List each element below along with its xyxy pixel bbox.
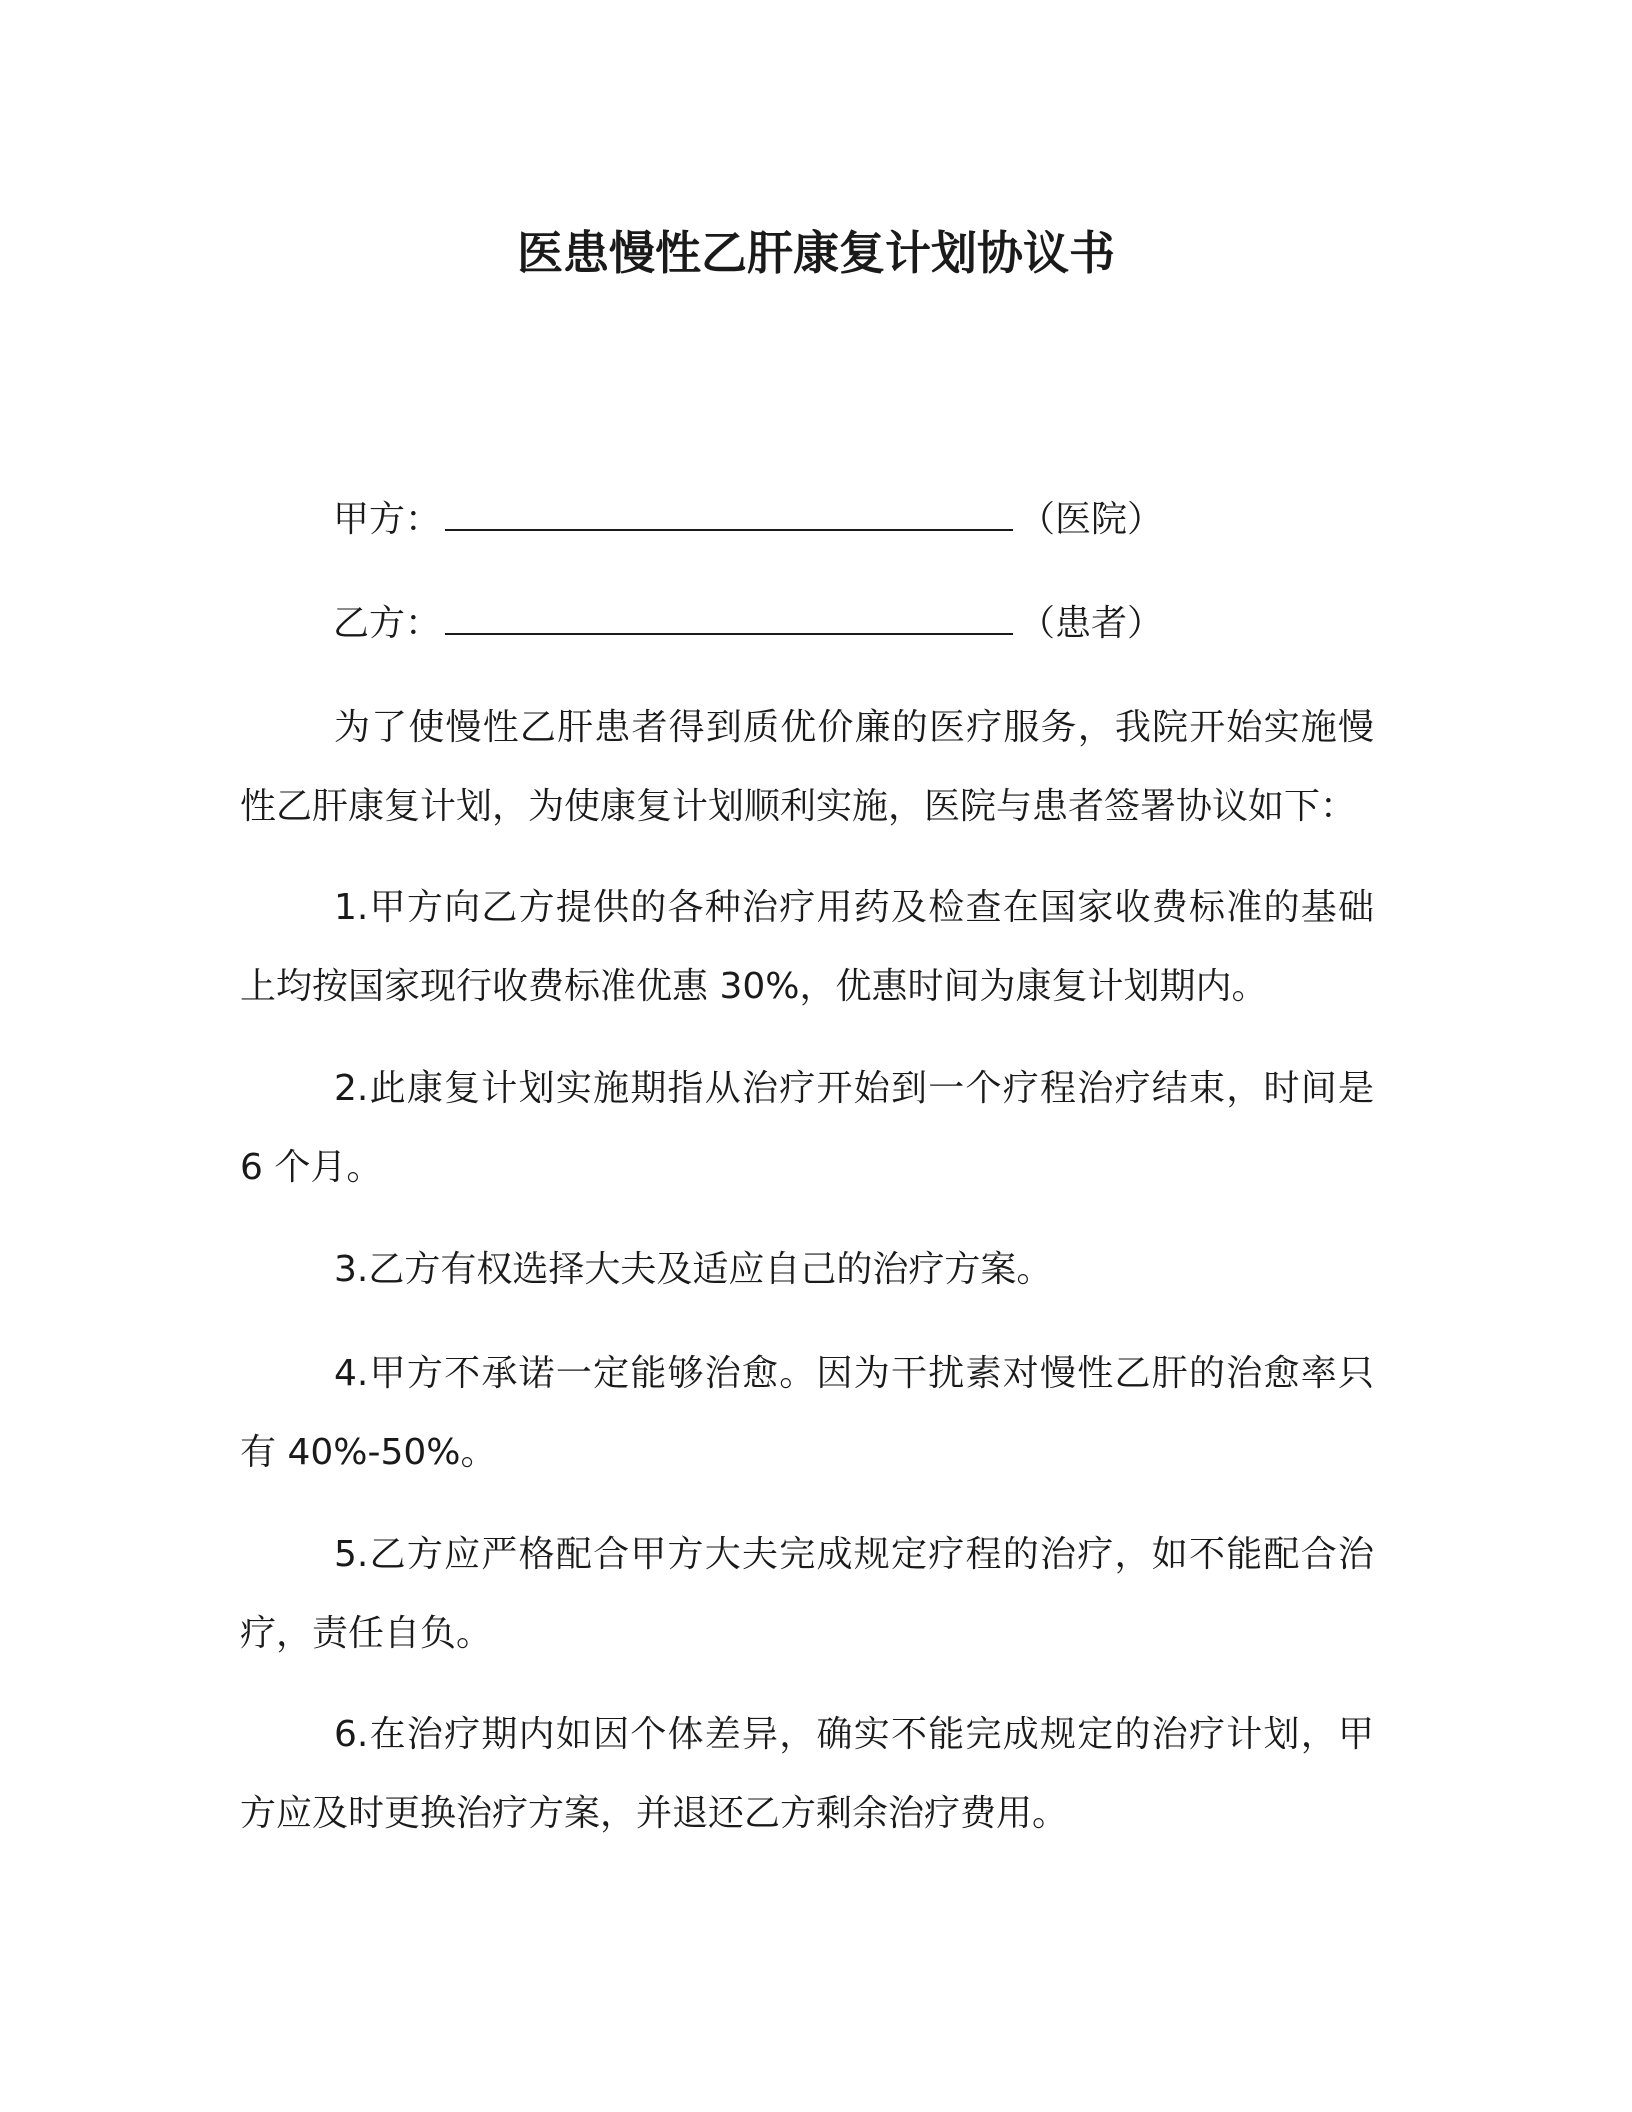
party-b-blank	[445, 597, 1013, 635]
party-b-line	[333, 597, 1163, 649]
clause-3: 3.乙方有权选择大夫及适应自己的治疗方案。	[334, 1249, 1053, 1290]
party-a-line	[333, 493, 1163, 545]
clause-4: 4.甲方不承诺一定能够治愈。因为干扰素对慢性乙肝的治愈率只有 40%-50%。	[240, 1353, 1374, 1473]
clause-1: 1.甲方向乙方提供的各种治疗用药及检查在国家收费标准的基础上均按国家现行收费标准优惠 30%，优惠时间为康复计划期内。	[240, 887, 1374, 1007]
clause-2: 2.此康复计划实施期指从治疗开始到一个疗程治疗结束，时间是 6 个月。	[240, 1068, 1374, 1188]
intro-paragraph: 为了使慢性乙肝患者得到质优价廉的医疗服务，我院开始实施慢性乙肝康复计划，为使康复计划顺利实施，医院与患者签署协议如下：	[240, 707, 1374, 827]
party-a-suffix: （医院）	[1019, 499, 1164, 540]
clause-6: 6.在治疗期内如因个体差异，确实不能完成规定的治疗计划，甲方应及时更换治疗方案，并退还乙方剩余治疗费用。	[240, 1714, 1374, 1834]
party-b-label: 乙方：	[333, 603, 442, 644]
party-a-label: 甲方：	[333, 499, 442, 540]
document-title: 医患慢性乙肝康复计划协议书	[517, 226, 1115, 280]
party-a-blank	[445, 493, 1013, 531]
party-b-suffix: （患者）	[1019, 603, 1164, 644]
clause-5: 5.乙方应严格配合甲方大夫完成规定疗程的治疗，如不能配合治疗，责任自负。	[240, 1534, 1374, 1654]
